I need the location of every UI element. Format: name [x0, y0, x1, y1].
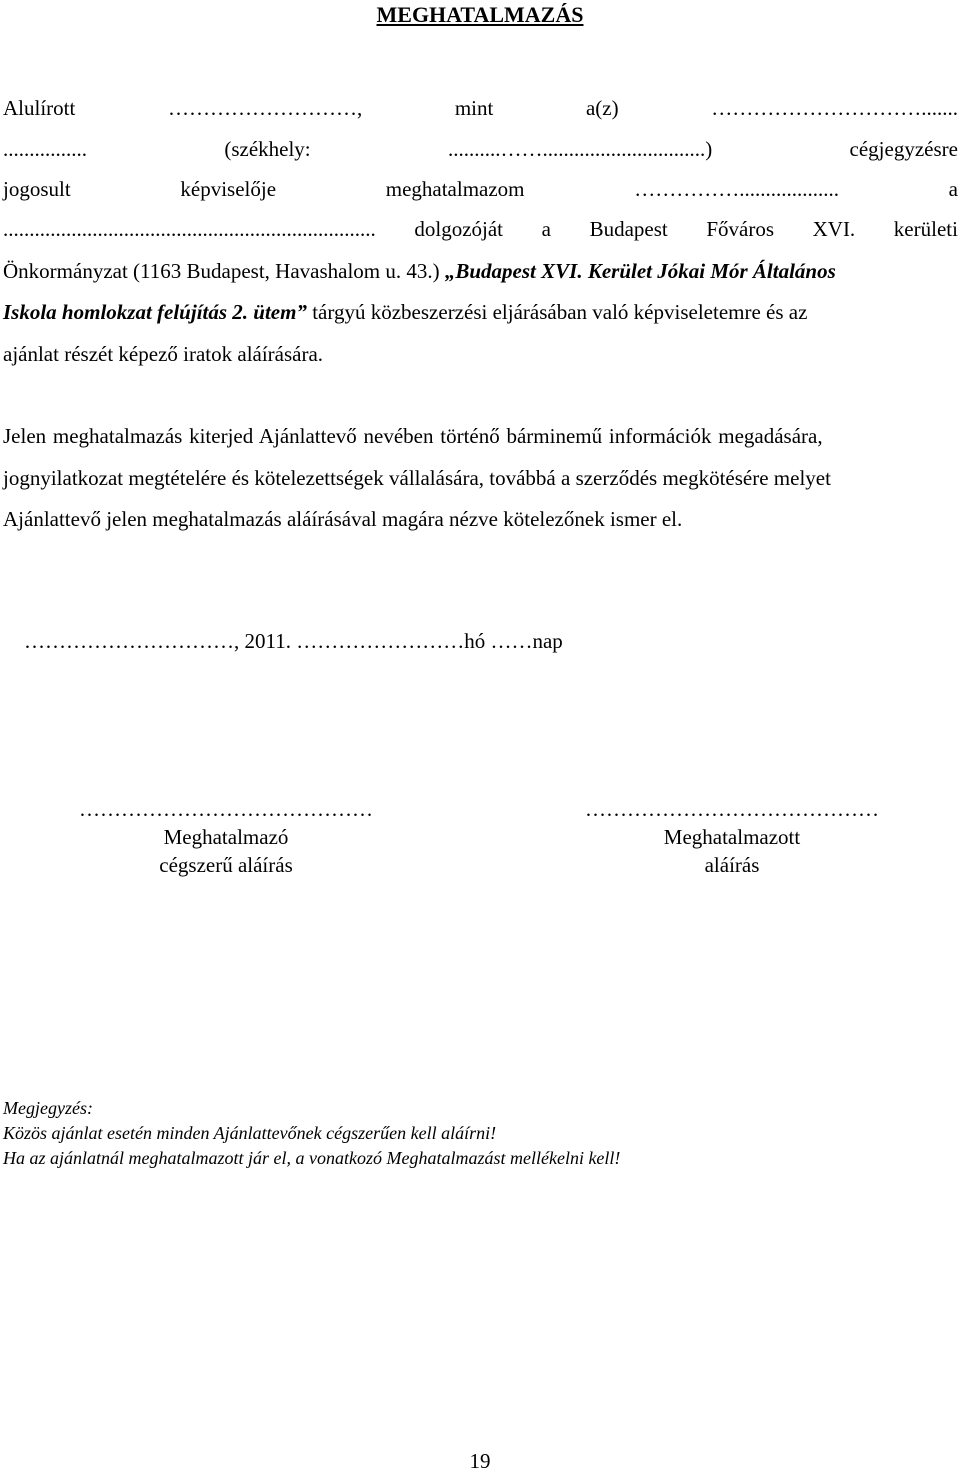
para1-line4-word: XVI.: [812, 217, 856, 241]
para1-line5: [3, 259, 836, 284]
para2-line2: jognyilatkozat megtételére és kötelezettségek vállalására, továbbá a szerződés megkötésére melyet: [3, 466, 831, 490]
signature-caption: cégszerű aláírás: [159, 853, 293, 877]
para1-line1-word: ………………………,: [167, 96, 363, 120]
para1-line1-word: ………………………….......: [711, 96, 958, 120]
para1-line2-word: (székhely:: [224, 137, 311, 161]
para1-line5-text: Önkormányzat (1163 Budapest, Havashalom u. 43.): [3, 259, 445, 283]
para1-line2-word: cégjegyzésre: [849, 137, 958, 161]
para1-line4-word: dolgozóját: [414, 217, 504, 241]
para1-line1-word: mint: [454, 96, 494, 120]
signature-line: ……………………………………: [79, 797, 373, 821]
document-title: MEGHATALMAZÁS: [376, 2, 584, 27]
para2-line3: Ajánlattevő jelen meghatalmazás aláírásával magára nézve kötelezőnek ismer el.: [3, 507, 683, 531]
para1-line4-word: Főváros: [706, 217, 774, 241]
para1-line2-word: ................: [3, 137, 87, 161]
para1-line2: [3, 137, 958, 162]
para1-line6: [3, 300, 807, 325]
para1-line1-word: Alulírott: [3, 96, 76, 120]
para1-line3-word: meghatalmazom: [385, 177, 525, 201]
para1-line3-word: ……………...................: [634, 177, 839, 201]
project-title-part1: „Budapest XVI. Kerület Jókai Mór Általános: [444, 259, 836, 283]
para2-line1: Jelen meghatalmazás kiterjed Ajánlattevő nevében történő bárminemű információk megadására,: [3, 424, 823, 448]
para1-line4-word: kerületi: [893, 217, 958, 241]
para1-line1: [3, 96, 958, 121]
signature-line: ……………………………………: [585, 797, 879, 821]
date-line: …………………………, 2011. ……………………hó ……nap: [24, 629, 563, 653]
project-title-part2: Iskola homlokzat felújítás 2. ütem”: [3, 300, 307, 324]
para1-line3-word: képviselője: [180, 177, 277, 201]
para1-line4-word: Budapest: [589, 217, 668, 241]
note-line1: Közös ajánlat esetén minden Ajánlattevőnek cégszerűen kell aláírni!: [3, 1123, 497, 1143]
para1-line3: [3, 177, 958, 202]
para1-line3-word: a: [948, 177, 958, 201]
page-number: 19: [469, 1449, 491, 1473]
para1-line2-word: ..........……...............................): [447, 137, 713, 161]
para1-line1-word: a(z): [585, 96, 619, 120]
signature-block-principal: [16, 795, 436, 879]
para1-line4-word: .......................................................................: [3, 217, 376, 241]
para1-line6-text: tárgyú közbeszerzési eljárásában való képviseletemre és az: [306, 300, 808, 324]
signature-block-agent: [522, 795, 942, 879]
signature-role: Meghatalmazott: [663, 825, 801, 849]
signature-caption: aláírás: [704, 853, 760, 877]
para1-line3-word: jogosult: [3, 177, 71, 201]
para1-line4-word: a: [541, 217, 551, 241]
para1-line7: ajánlat részét képező iratok aláírására.: [3, 342, 324, 366]
signature-role: Meghatalmazó: [163, 825, 289, 849]
note-line2: Ha az ajánlatnál meghatalmazott jár el, a vonatkozó Meghatalmazást mellékelni kell!: [3, 1148, 621, 1168]
note-heading: Megjegyzés:: [3, 1098, 93, 1118]
para1-line4: [3, 217, 958, 242]
